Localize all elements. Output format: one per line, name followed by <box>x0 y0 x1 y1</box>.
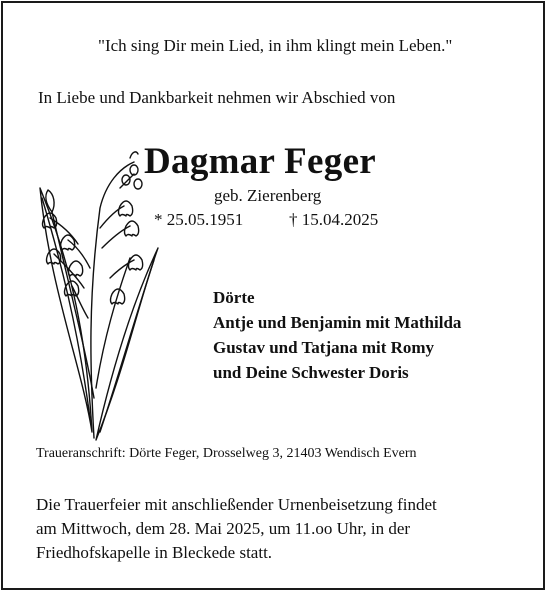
intro-text: In Liebe und Dankbarkeit nehmen wir Abschied von <box>38 88 396 107</box>
ceremony-info <box>36 493 437 565</box>
birth-name: geb. Zierenberg <box>214 186 322 205</box>
ceremony-line: am Mittwoch, dem 28. Mai 2025, um 11.oo Uhr, in der <box>36 519 411 538</box>
deceased-name: Dagmar Feger <box>144 141 377 182</box>
family-member: Gustav und Tatjana mit Romy <box>213 338 435 357</box>
family-member: Antje und Benjamin mit Mathilda <box>213 313 462 332</box>
family-list <box>213 285 461 385</box>
memorial-quote: "Ich sing Dir mein Lied, in ihm klingt mein Leben." <box>98 36 453 55</box>
ceremony-line: Die Trauerfeier mit anschließender Urnenbeisetzung findet <box>36 495 437 514</box>
family-member: Dörte <box>213 288 255 307</box>
mourning-address: Traueranschrift: Dörte Feger, Drosselweg 3, 21403 Wendisch Evern <box>36 446 417 461</box>
death-date: † 15.04.2025 <box>289 210 379 229</box>
lily-of-the-valley-icon <box>30 148 170 448</box>
family-member: und Deine Schwester Doris <box>213 363 409 382</box>
birth-date: * 25.05.1951 <box>154 210 244 229</box>
ceremony-line: Friedhofskapelle in Bleckede statt. <box>36 543 273 562</box>
